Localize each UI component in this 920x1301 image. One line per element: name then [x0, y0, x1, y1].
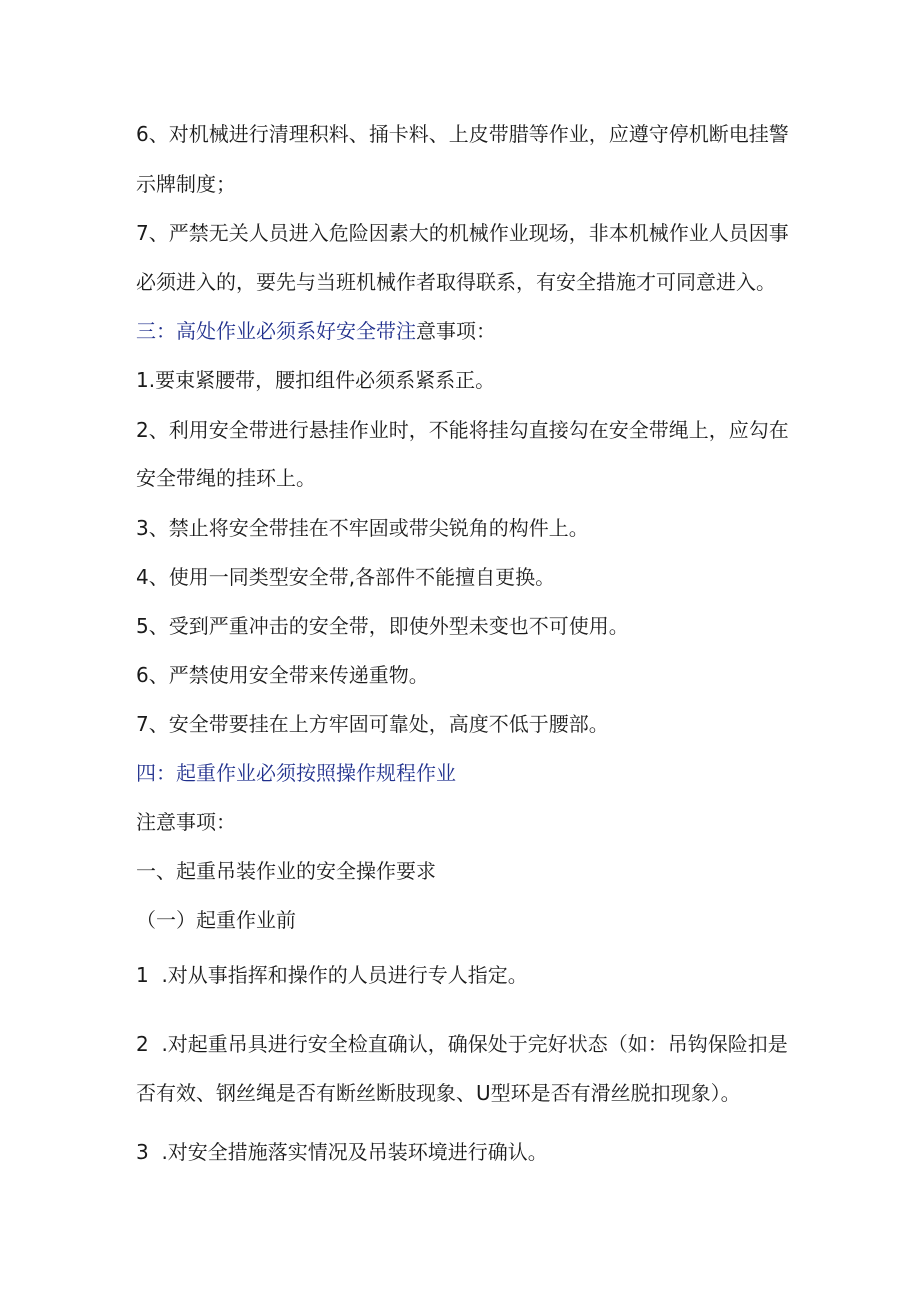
section-heading-4-highlight: 四：起重作业必须按照操作规程作业 — [136, 761, 456, 785]
step-item-3: 3 .对安全措施落实情况及吊装环境进行确认。 — [136, 1140, 548, 1164]
paragraph-line-6: 6、对机械进行清理积料、捅卡料、上皮带腊等作业，应遵守停机断电挂警 — [136, 122, 789, 146]
subsection-heading-1: 一、起重吊装作业的安全操作要求 — [136, 859, 436, 883]
section-heading-3-rest: 意事项： — [416, 319, 496, 343]
list-item-2-cont: 安全带绳的挂环上。 — [136, 466, 316, 490]
list-item-7: 7、安全带要挂在上方牢固可靠处，高度不低于腰部。 — [136, 712, 609, 736]
step-item-2: 2 .对起重吊具进行安全检直确认，确保处于完好状态（如：吊钩保险扣是 — [136, 1032, 788, 1056]
list-item-2: 2、利用安全带进行悬挂作业时，不能将挂勾直接勾在安全带绳上，应勾在 — [136, 418, 789, 442]
section-heading-3 — [136, 317, 796, 345]
list-item-1: 1.要束紧腰带，腰扣组件必须系紧系正。 — [136, 368, 496, 392]
list-item-6: 6、严禁使用安全带来传递重物。 — [136, 663, 429, 687]
paragraph-line-7-cont: 必须进入的，要先与当班机械作者取得联系，有安全措施才可同意进入。 — [136, 270, 776, 294]
list-item-3: 3、禁止将安全带挂在不牢固或带尖锐角的构件上。 — [136, 516, 589, 540]
list-item-5: 5、受到严重冲击的安全带，即使外型未变也不可使用。 — [136, 614, 629, 638]
list-item-4: 4、使用一同类型安全带,各部件不能擅自更换。 — [136, 565, 556, 589]
subsection-heading-1-1: （一）起重作业前 — [136, 908, 296, 932]
section-heading-3-highlight: 三：高处作业必须系好安全带注 — [136, 319, 416, 343]
section-heading-4 — [136, 759, 796, 787]
step-item-2-cont: 否有效、钢丝绳是否有断丝断肢现象、U型环是否有滑丝脱扣现象）。 — [136, 1081, 741, 1105]
notes-label: 注意事项： — [136, 810, 236, 834]
paragraph-line-6-cont: 示牌制度； — [136, 172, 236, 196]
paragraph-line-7: 7、严禁无关人员进入危险因素大的机械作业现场，非本机械作业人员因事 — [136, 221, 789, 245]
step-item-1: 1 .对从事指挥和操作的人员进行专人指定。 — [136, 963, 528, 987]
